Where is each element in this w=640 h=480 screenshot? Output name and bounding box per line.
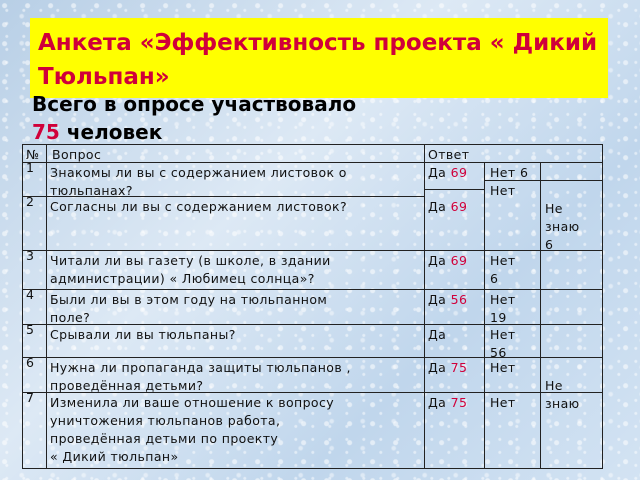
answer-yes xyxy=(428,359,467,377)
survey-summary xyxy=(32,120,162,144)
answer-other: знаю xyxy=(545,396,580,411)
row-divider xyxy=(46,357,424,358)
column-divider xyxy=(540,162,541,468)
table-border-top xyxy=(22,144,602,145)
answer-yes xyxy=(428,394,467,412)
question-text: Знакомы ли вы с содержанием листовок о xyxy=(50,165,347,180)
row-divider xyxy=(540,180,602,181)
answer-yes xyxy=(428,326,446,344)
answer-yes-label: Да xyxy=(428,327,447,342)
survey-table xyxy=(22,144,602,468)
header-num: № xyxy=(26,147,40,162)
answer-yes-label: Да xyxy=(428,360,447,375)
answer-yes-label: Да xyxy=(428,199,447,214)
question-text: проведённая детьми? xyxy=(50,378,204,393)
row-divider xyxy=(540,324,602,325)
row-divider xyxy=(424,250,484,251)
question-text: Изменила ли ваше отношение к вопросу xyxy=(50,395,335,410)
answer-no: Нет xyxy=(490,360,516,375)
survey-summary-prefix: Всего в опросе участвовало xyxy=(32,92,357,116)
answer-yes xyxy=(428,198,467,216)
answer-yes-count: 75 xyxy=(446,395,468,410)
answer-yes-count: 69 xyxy=(446,253,468,268)
answer-no: Нет 6 xyxy=(490,165,529,180)
answer-yes-label: Да xyxy=(428,253,447,268)
row-divider xyxy=(424,189,484,190)
row-number: 2 xyxy=(26,194,35,209)
row-divider xyxy=(424,357,484,358)
row-number: 6 xyxy=(26,355,35,370)
answer-no: Нет xyxy=(490,327,516,342)
row-divider xyxy=(46,324,424,325)
survey-summary-suffix: человек xyxy=(59,120,163,144)
row-divider xyxy=(484,289,540,290)
answer-no: Нет xyxy=(490,292,516,307)
title-banner xyxy=(30,18,608,98)
header-divider xyxy=(46,162,424,163)
answer-no: Нет xyxy=(490,395,516,410)
table-border-right xyxy=(602,144,603,469)
row-number: 4 xyxy=(26,287,35,302)
answer-yes-count: 75 xyxy=(446,360,468,375)
survey-count: 75 xyxy=(32,120,60,144)
question-text: Были ли вы в этом году на тюльпанном xyxy=(50,292,328,307)
question-text: « Дикий тюльпан» xyxy=(50,449,179,464)
answer-other: Не xyxy=(545,378,563,393)
answer-no: Нет xyxy=(490,253,516,268)
answer-yes-label: Да xyxy=(428,165,447,180)
answer-yes xyxy=(428,291,467,309)
answer-yes-label: Да xyxy=(428,292,447,307)
column-divider xyxy=(46,144,47,468)
table-border-left xyxy=(22,144,23,468)
question-text: администрации) « Любимец солнца»? xyxy=(50,271,315,286)
answer-no: 19 xyxy=(490,310,507,325)
row-divider xyxy=(484,392,540,393)
row-divider xyxy=(484,250,540,251)
answer-no: 56 xyxy=(490,345,507,360)
row-divider xyxy=(424,324,484,325)
answer-yes-count: 56 xyxy=(446,292,468,307)
answer-yes xyxy=(428,164,467,182)
column-divider xyxy=(424,144,425,468)
answer-yes xyxy=(428,252,467,270)
answer-other: 6 xyxy=(545,237,554,252)
question-text: поле? xyxy=(50,310,91,325)
answer-yes-count: 69 xyxy=(446,165,468,180)
question-text: Нужна ли пропаганда защиты тюльпанов , xyxy=(50,360,351,375)
page-title: Анкета «Эффективность проекта « Дикий Тюльпан» xyxy=(38,30,598,90)
answer-yes-count: 69 xyxy=(446,199,468,214)
question-text: Читали ли вы газету (в школе, в здании xyxy=(50,253,331,268)
question-text: Согласны ли вы с содержанием листовок? xyxy=(50,199,348,214)
row-divider xyxy=(424,392,484,393)
question-text: уничтожения тюльпанов работа, xyxy=(50,413,281,428)
row-divider xyxy=(46,289,424,290)
answer-yes-label: Да xyxy=(428,395,447,410)
header-divider xyxy=(424,162,602,163)
header-question: Вопрос xyxy=(52,147,102,162)
row-divider xyxy=(424,289,484,290)
column-divider xyxy=(484,162,485,468)
header-answer: Ответ xyxy=(428,147,470,162)
answer-no: Нет xyxy=(490,183,516,198)
table-border-bottom xyxy=(22,468,602,469)
row-divider xyxy=(540,289,602,290)
answer-other: Не xyxy=(545,201,563,216)
row-number: 3 xyxy=(26,248,35,263)
row-divider xyxy=(46,250,424,251)
row-number: 1 xyxy=(26,160,35,175)
answer-other: знаю xyxy=(545,219,580,234)
answer-no: 6 xyxy=(490,271,499,286)
question-text: Срывали ли вы тюльпаны? xyxy=(50,327,236,342)
row-number: 7 xyxy=(26,390,35,405)
question-text: тюльпанах? xyxy=(50,183,133,198)
row-number: 5 xyxy=(26,322,35,337)
row-divider xyxy=(540,357,602,358)
question-text: проведённая детьми по проекту xyxy=(50,431,279,446)
